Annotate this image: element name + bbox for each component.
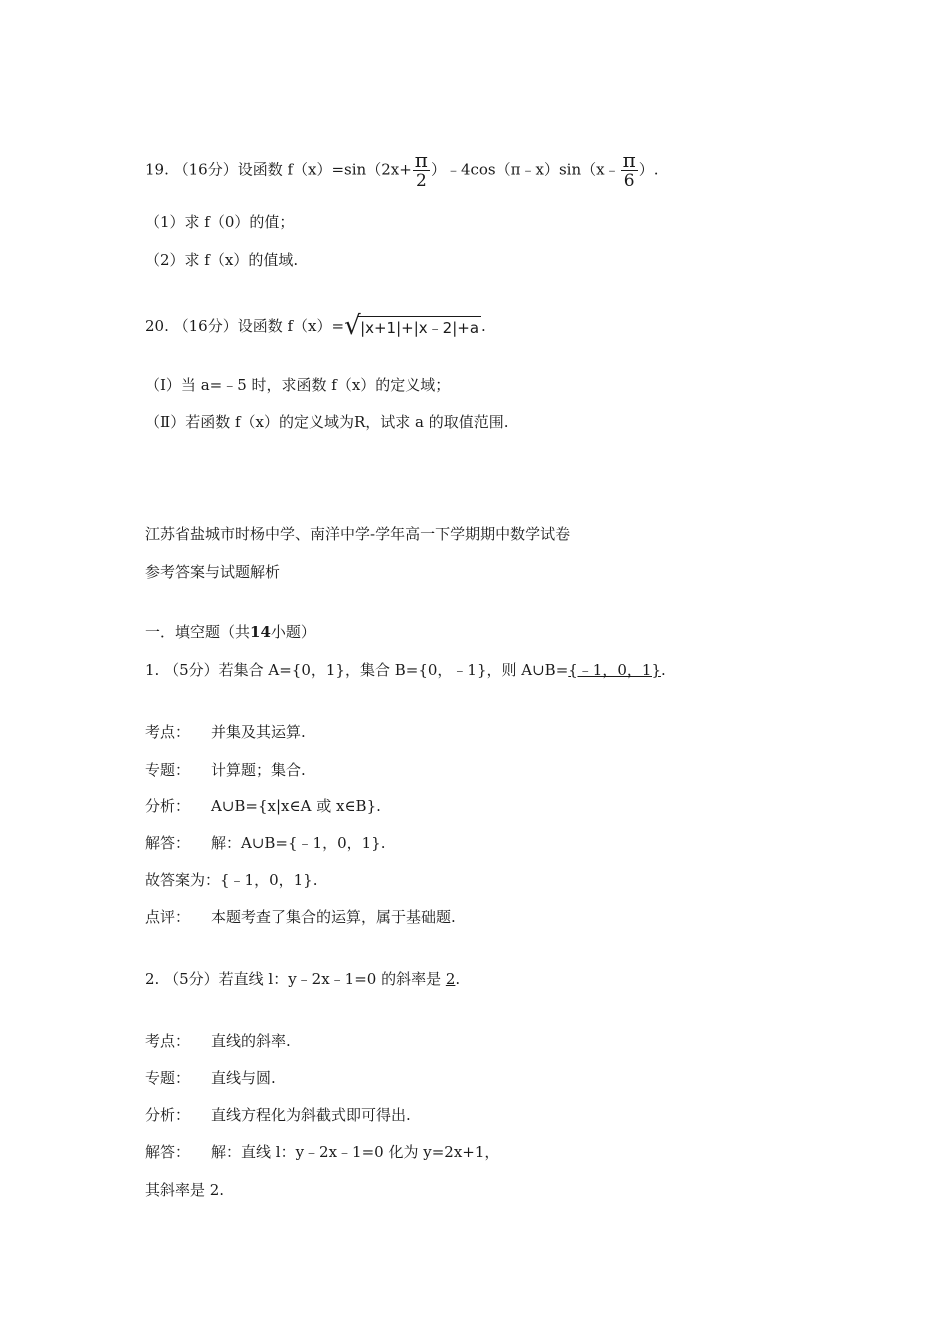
a1-zhuanti-text: 计算题；集合. (211, 761, 306, 779)
a1-jieda-text: 解：A∪B={﹣1，0，1}. (211, 834, 386, 852)
a1-kaodian-label: 考点： (145, 723, 191, 741)
q19-line (145, 150, 659, 191)
q19-part2: （2）求 f（x）的值域. (145, 251, 299, 269)
q19-middle: ）﹣4cos（π﹣x）sin（x﹣ (430, 160, 620, 179)
q19-suffix: ）. (638, 160, 659, 179)
a2-kaodian-text: 直线的斜率. (211, 1032, 291, 1050)
q19-frac1-num: π (414, 148, 428, 172)
a1-answer: {﹣1，0，1} (568, 661, 661, 679)
doc-title: 江苏省盐城市时杨中学、南洋中学-学年高一下学期期中数学试卷 (145, 525, 571, 543)
a2-fenxi-text: 直线方程化为斜截式即可得出. (211, 1106, 411, 1124)
a1-fenxi-text: A∪B={x|x∈A 或 x∈B}. (211, 797, 381, 815)
q19-part1: （1）求 f（0）的值； (145, 213, 295, 231)
a1-zhuanti (145, 760, 306, 780)
a1-jieda (145, 833, 385, 853)
a1-fenxi-label: 分析： (145, 797, 191, 815)
a2-answer: 2 (445, 970, 456, 988)
q20-suffix: . (481, 317, 486, 335)
q20-part1: （Ⅰ）当 a=﹣5 时，求函数 f（x）的定义域； (145, 376, 451, 394)
a2-jieda2: 其斜率是 2. (145, 1181, 225, 1199)
a2-kaodian-label: 考点： (145, 1032, 191, 1050)
q20-radicand: |x+1|+|x﹣2|+a (358, 316, 481, 338)
q19-frac-pi-6 (621, 150, 638, 191)
a1-question-pre: 1. （5分）若集合 A={0，1}，集合 B={0，﹣1}，则 A∪B= (145, 661, 569, 679)
radical-sign-icon: √ (344, 311, 361, 341)
a1-jieda-label: 解答： (145, 834, 191, 852)
a2-question-pre: 2. （5分）若直线 l：y﹣2x﹣1=0 的斜率是 (145, 970, 446, 988)
a1-kaodian-text: 并集及其运算. (211, 723, 306, 741)
section1-heading-post: 小题） (270, 623, 316, 641)
q20-prefix: 20. （16分）设函数 f（x）= (145, 317, 345, 335)
q19-frac1-den: 2 (415, 171, 427, 191)
section1-heading (145, 622, 316, 642)
a2-jieda (145, 1142, 499, 1162)
a1-question-post: . (660, 661, 666, 679)
q19-frac2-den: 6 (623, 171, 635, 191)
a1-guda: 故答案为：{﹣1，0，1}. (145, 871, 318, 889)
a2-zhuanti-label: 专题： (145, 1069, 191, 1087)
q19-frac2-num: π (622, 148, 636, 172)
q20-part2: （Ⅱ）若函数 f（x）的定义域为R，试求 a 的取值范围. (145, 413, 509, 431)
section1-heading-num: 14 (250, 623, 271, 641)
a2-jieda-text: 解：直线 l：y﹣2x﹣1=0 化为 y=2x+1， (211, 1143, 500, 1161)
a2-zhuanti-text: 直线与圆. (211, 1069, 276, 1087)
a2-question-post: . (455, 970, 461, 988)
a1-fenxi (145, 796, 381, 816)
q19-frac-pi-2 (413, 150, 430, 191)
a1-zhuanti-label: 专题： (145, 761, 191, 779)
a1-question (145, 660, 666, 680)
a1-dianping-text: 本题考查了集合的运算，属于基础题. (211, 908, 456, 926)
section1-heading-pre: 一．填空题（共 (145, 623, 251, 641)
q20-sqrt (344, 311, 481, 341)
a2-fenxi (145, 1105, 411, 1125)
q19-prefix: 19. （16分）设函数 f（x）=sin（2x+ (145, 160, 412, 179)
a2-kaodian (145, 1031, 291, 1051)
a1-dianping (145, 907, 456, 927)
a2-question (145, 969, 460, 989)
a2-zhuanti (145, 1068, 276, 1088)
a1-dianping-label: 点评： (145, 908, 191, 926)
a2-jieda-label: 解答： (145, 1143, 191, 1161)
q20-line (145, 311, 486, 341)
doc-subtitle: 参考答案与试题解析 (145, 563, 281, 581)
a1-kaodian (145, 722, 306, 742)
a2-fenxi-label: 分析： (145, 1106, 191, 1124)
